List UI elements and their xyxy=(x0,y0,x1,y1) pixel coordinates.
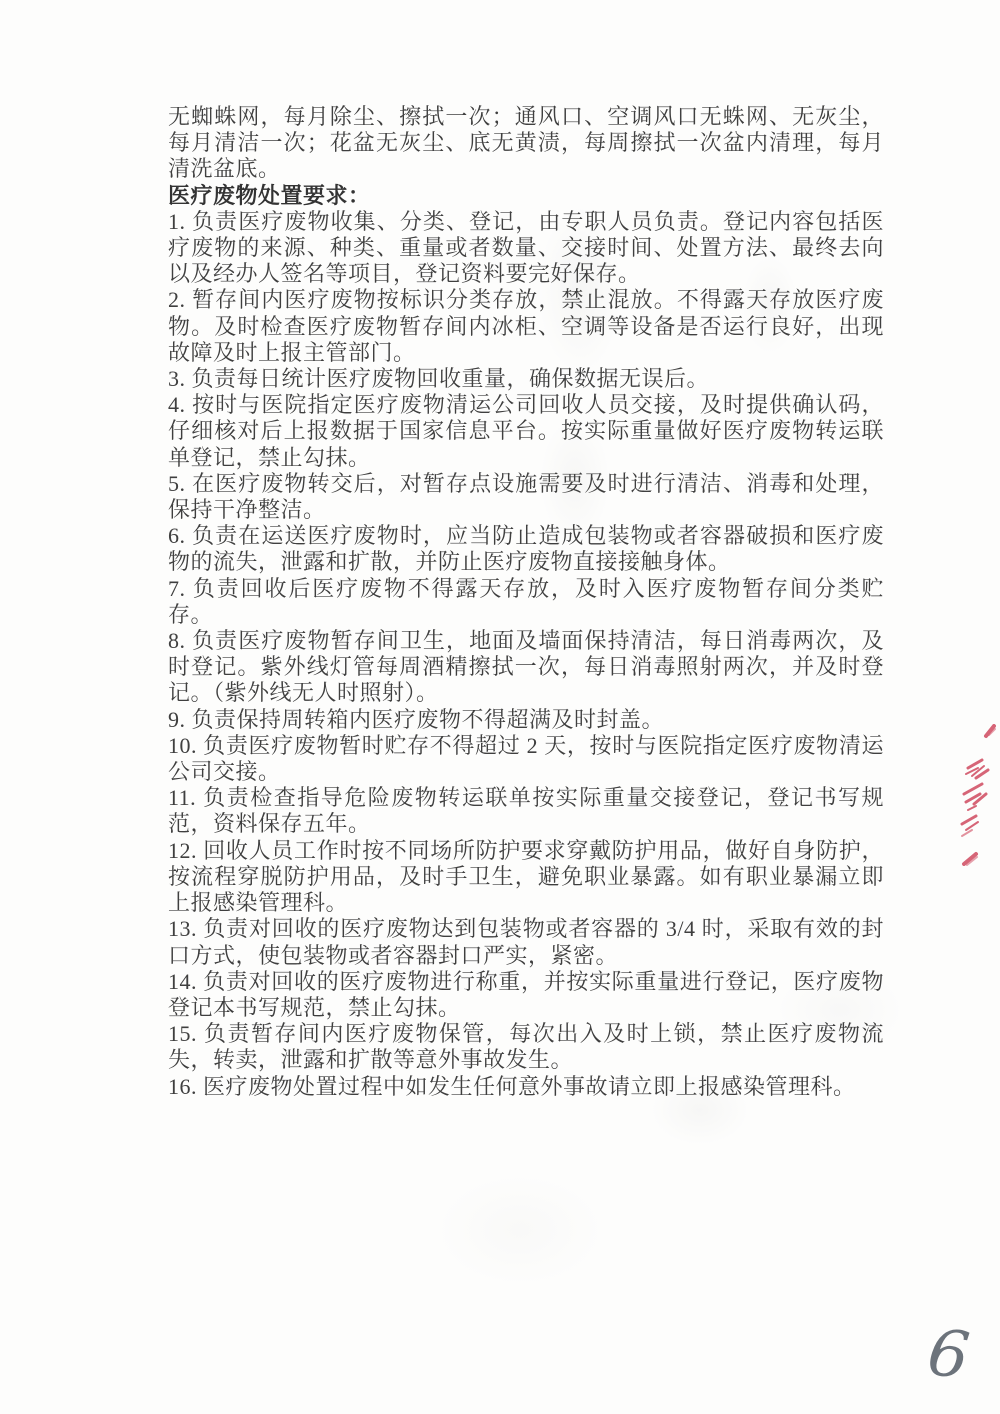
requirement-item-11: 11. 负责检查指导危险废物转运联单按实际重量交接登记，登记书写规范，资料保存五年。 xyxy=(168,785,884,837)
requirement-item-14: 14. 负责对回收的医疗废物进行称重，并按实际重量进行登记，医疗废物登记本书写规范，禁止勾抹。 xyxy=(168,968,884,1020)
requirement-item-13: 13. 负责对回收的医疗废物达到包装物或者容器的 3/4 时，采取有效的封口方式，使包装物或者容器封口严实，紧密。 xyxy=(168,916,884,968)
requirement-item-1: 1. 负责医疗废物收集、分类、登记，由专职人员负责。登记内容包括医疗废物的来源、种类、重量或者数量、交接时间、处置方法、最终去向以及经办人签名等项目，登记资料要完好保存。 xyxy=(168,208,884,287)
intro-paragraph: 无蜘蛛网，每月除尘、擦拭一次；通风口、空调风口无蛛网、无灰尘，每月清洁一次；花盆无灰尘、底无黄渍，每周擦拭一次盆内清理，每月清洗盆底。 xyxy=(168,104,884,182)
handwritten-page-number: 6 xyxy=(923,1315,974,1395)
requirement-item-6: 6. 负责在运送医疗废物时，应当防止造成包装物或者容器破损和医疗废物的流失，泄露和扩散，并防止医疗废物直接接触身体。 xyxy=(168,523,884,575)
requirement-item-7: 7. 负责回收后医疗废物不得露天存放，及时入医疗废物暂存间分类贮存。 xyxy=(168,575,884,627)
text-block xyxy=(168,104,884,1100)
requirement-item-9: 9. 负责保持周转箱内医疗废物不得超满及时封盖。 xyxy=(168,706,665,732)
requirement-item-12: 12. 回收人员工作时按不同场所防护要求穿戴防护用品，做好自身防护，按流程穿脱防护用品，及时手卫生，避免职业暴露。如有职业暴漏立即上报感染管理科。 xyxy=(168,837,884,916)
requirement-item-2: 2. 暂存间内医疗废物按标识分类存放，禁止混放。不得露天存放医疗废物。及时检查医疗废物暂存间内冰柜、空调等设备是否运行良好，出现故障及时上报主管部门。 xyxy=(168,287,884,365)
section-heading: 医疗废物处置要求： xyxy=(168,182,371,208)
red-stamp-fragment-icon xyxy=(952,716,1000,876)
requirement-item-5: 5. 在医疗废物转交后，对暂存点设施需要及时进行清洁、消毒和处理，保持干净整洁。 xyxy=(168,470,884,523)
requirement-item-4: 4. 按时与医院指定医疗废物清运公司回收人员交接，及时提供确认码，仔细核对后上报数据于国家信息平台。按实际重量做好医疗废物转运联单登记，禁止勾抹。 xyxy=(168,392,884,470)
requirement-item-10: 10. 负责医疗废物暂时贮存不得超过 2 天，按时与医院指定医疗废物清运公司交接。 xyxy=(168,732,884,785)
requirement-item-16: 16. 医疗废物处置过程中如发生任何意外事故请立即上报感染管理科。 xyxy=(168,1073,856,1099)
requirement-item-8: 8. 负责医疗废物暂存间卫生，地面及墙面保持清洁，每日消毒两次，及时登记。紫外线灯管每周酒精擦拭一次，每日消毒照射两次，并及时登记。（紫外线无人时照射）。 xyxy=(168,628,884,706)
requirement-item-3: 3. 负责每日统计医疗废物回收重量，确保数据无误后。 xyxy=(168,366,710,392)
requirement-item-15: 15. 负责暂存间内医疗废物保管，每次出入及时上锁，禁止医疗废物流失，转卖，泄露和扩散等意外事故发生。 xyxy=(168,1021,884,1073)
